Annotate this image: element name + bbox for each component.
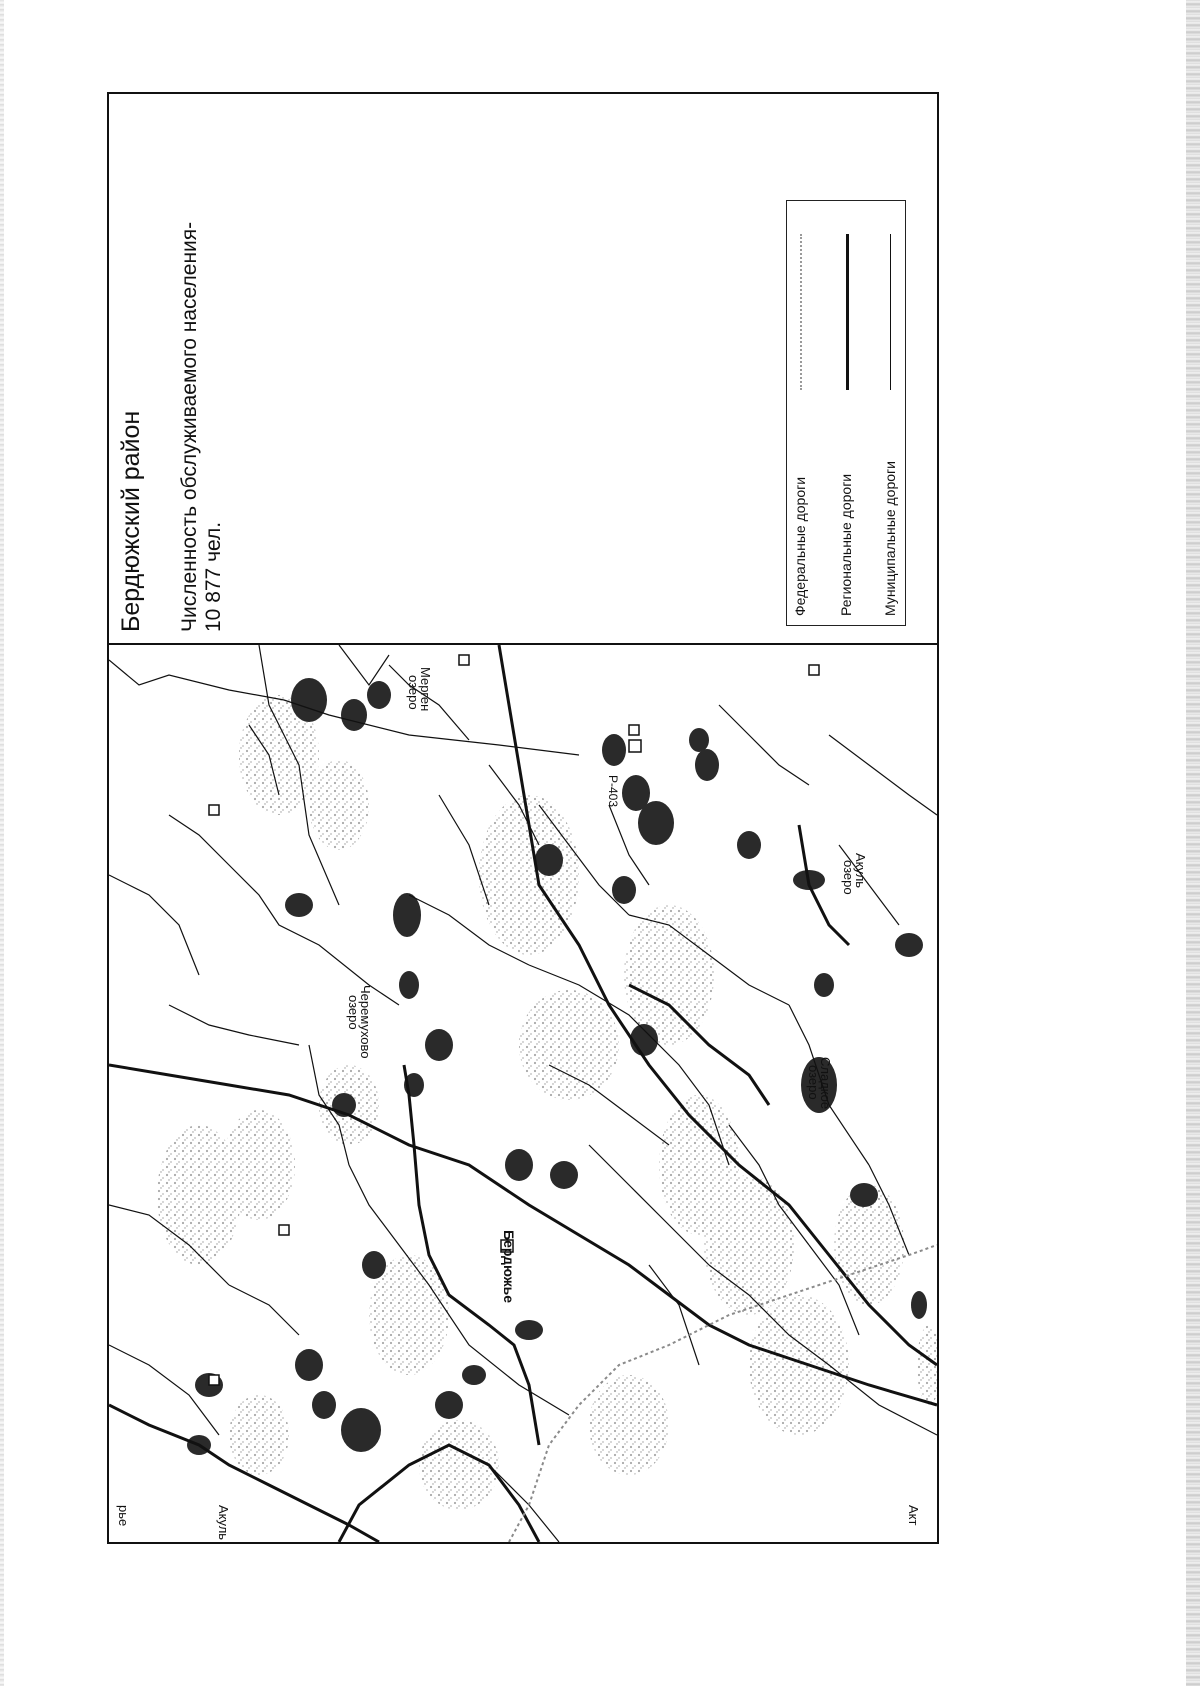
legend-regional-line: [846, 234, 849, 390]
legend-municipal-line: [890, 234, 891, 390]
district-map: [109, 645, 937, 1542]
map-label-sladkoe: Сладкое: [818, 1057, 833, 1110]
scan-edge-left: [0, 0, 4, 1686]
legend-municipal-label: Муниципальные дороги: [882, 461, 898, 616]
district-title: Бердюжский район: [117, 410, 145, 632]
map-label-ozero-cheremukhovo-1: озеро: [346, 995, 361, 1030]
map-label-r403: Р-403: [606, 775, 620, 808]
legend-federal-label: Федеральные дороги: [792, 476, 808, 616]
map-label-berdyuzhe: Бердюжье: [501, 1230, 517, 1304]
legend-regional-label: Региональные дороги: [838, 473, 854, 616]
map-label-akul-2: Акуль: [216, 1505, 231, 1541]
map-label-rie: рье: [116, 1505, 131, 1527]
scan-edge-right: [1186, 0, 1200, 1686]
map-label-ozero-sladkoe-1: озеро: [806, 1065, 821, 1100]
population-value: 10 877 чел.: [202, 521, 225, 632]
map-label-mergen: Мерген: [418, 667, 433, 712]
map-label-akul-1: Акуль: [853, 853, 868, 889]
map-label-ozero-akul-1: озеро: [841, 860, 856, 895]
map-label-cheremukhovo: Черемухово: [358, 985, 373, 1059]
map-label-ozero-mergen-1: озеро: [406, 675, 421, 710]
population-label: Численность обслуживаемого населения-: [178, 221, 201, 632]
legend-federal-line: [800, 234, 802, 390]
map-label-akt: Акт: [906, 1505, 921, 1526]
